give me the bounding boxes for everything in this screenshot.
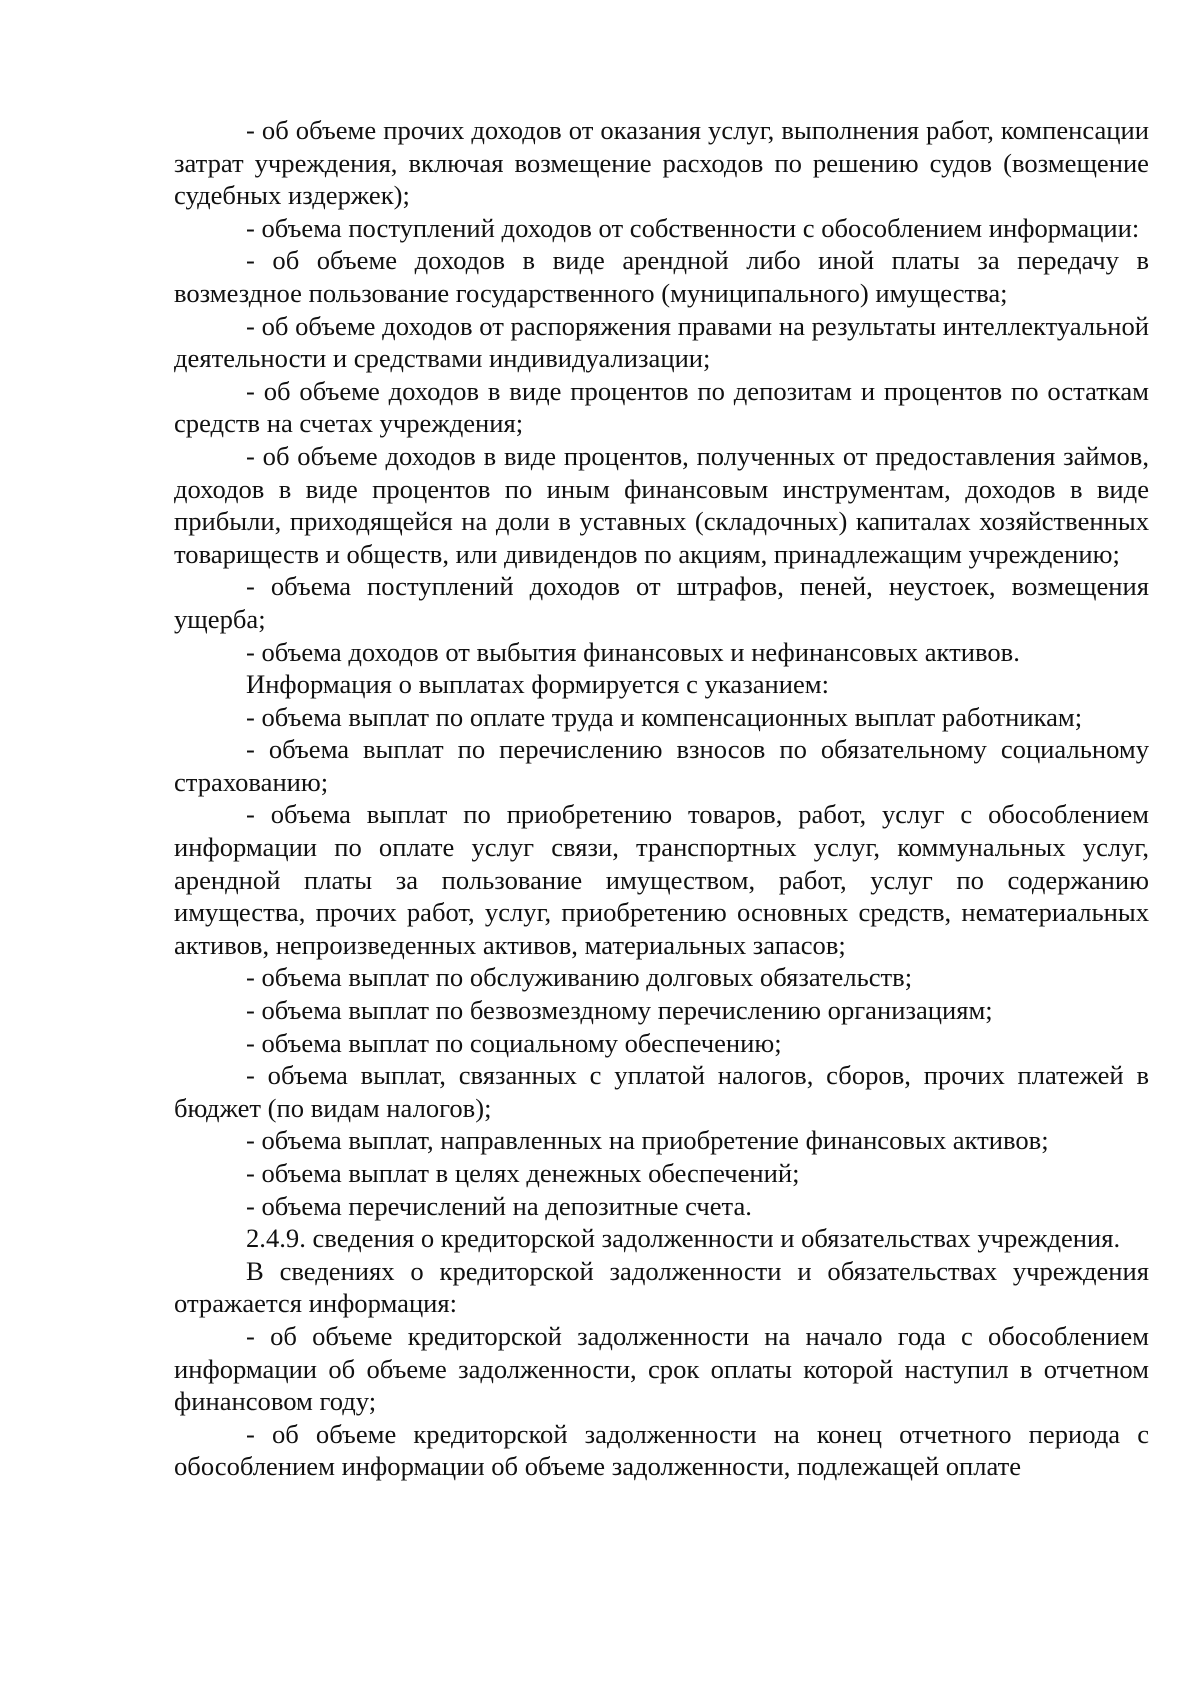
section-heading: 2.4.9. сведения о кредиторской задолженности и обязательствах учреждения. [246, 1223, 1121, 1254]
paragraph: - объема выплат по приобретению товаров, работ, услуг с обособлением информации по оплате услуг связи, транспортных услуг, коммунальных услуг, арендной платы за пользование имуществом, работ, услуг по содержанию имущества, прочих работ, услуг, приобретению основных средств, нематериальных активов, непроизведенных активов, материальных запасов; [174, 799, 1149, 960]
paragraph: Информация о выплатах формируется с указанием: [246, 669, 830, 700]
paragraph: - объема выплат, направленных на приобретение финансовых активов; [246, 1125, 1049, 1156]
paragraph: - об объеме доходов от распоряжения правами на результаты интеллектуальной деятельности и средствами индивидуализации; [174, 310, 1149, 374]
paragraph: - об объеме доходов в виде процентов по депозитам и процентов по остаткам средств на счетах учреждения; [174, 375, 1149, 439]
paragraph: - объема выплат в целях денежных обеспечений; [246, 1158, 800, 1188]
paragraph: - об объеме доходов в виде арендной либо иной платы за передачу в возмездное пользование государственного (муниципального) имущества; [174, 245, 1149, 308]
paragraph: - об объеме доходов в виде процентов, полученных от предоставления займов, доходов в виде процентов по иным финансовым инструментам, доходов в виде прибыли, приходящейся на доли в уставных (складочных) капиталах хозяйственных товариществ и обществ, или дивидендов по акциям, принадлежащим учреждению; [174, 440, 1149, 569]
paragraph: - объема доходов от выбытия финансовых и нефинансовых активов. [246, 636, 1020, 667]
paragraph: - объема выплат по социальному обеспечению; [246, 1027, 782, 1058]
paragraph: - объема перечислений на депозитные счета. [246, 1190, 752, 1221]
paragraph: - об объеме кредиторской задолженности на конец отчетного периода с обособлением информации об объеме задолженности, подлежащей оплате [174, 1418, 1149, 1482]
paragraph: - объема выплат по оплате труда и компенсационных выплат работникам; [246, 701, 1083, 732]
document-body [174, 114, 1149, 1483]
paragraph: - объема поступлений доходов от собственности с обособлением информации: [246, 212, 1140, 243]
paragraph: - объема выплат по безвозмездному перечислению организациям; [246, 995, 993, 1026]
paragraph: - объема выплат по перечислению взносов по обязательному социальному страхованию; [174, 734, 1149, 797]
paragraph: - объема выплат, связанных с уплатой налогов, сборов, прочих платежей в бюджет (по видам налогов); [174, 1060, 1149, 1123]
paragraph: - объема выплат по обслуживанию долговых обязательств; [246, 962, 913, 993]
paragraph: В сведениях о кредиторской задолженности и обязательствах учреждения отражается информация: [174, 1255, 1149, 1319]
paragraph: - об объеме прочих доходов от оказания услуг, выполнения работ, компенсации затрат учреждения, включая возмещение расходов по решению судов (возмещение судебных издержек); [174, 115, 1149, 211]
paragraph: - объема поступлений доходов от штрафов, пеней, неустоек, возмещения ущерба; [174, 571, 1149, 634]
paragraph: - об объеме кредиторской задолженности на начало года с обособлением информации об объеме задолженности, срок оплаты которой наступил в отчетном финансовом году; [174, 1320, 1149, 1417]
